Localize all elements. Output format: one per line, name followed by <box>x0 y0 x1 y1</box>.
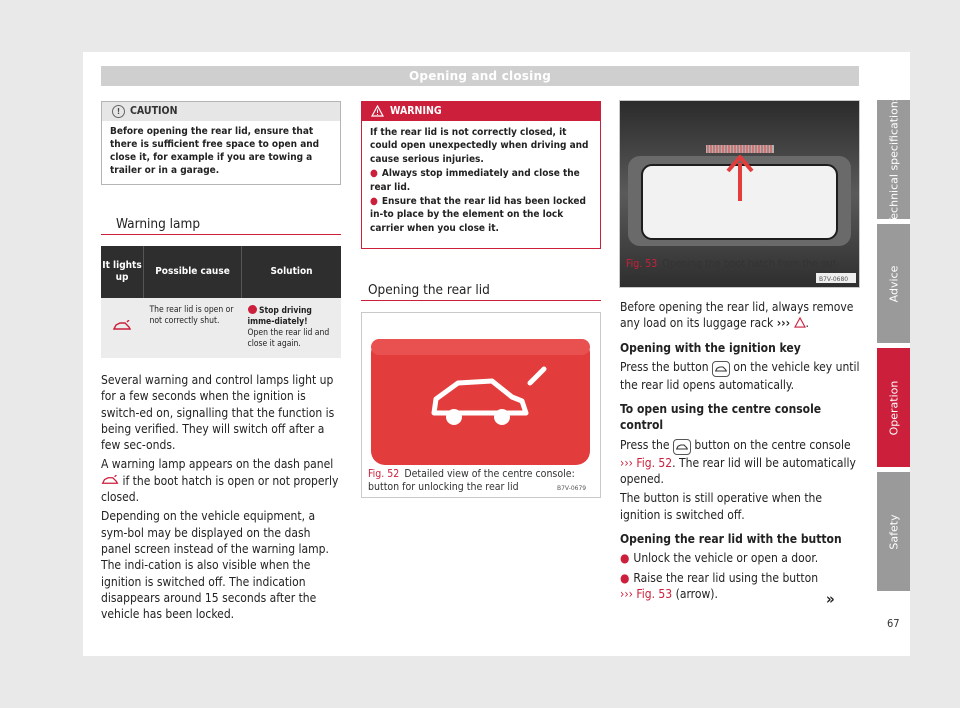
figure-label: Fig. 53 <box>626 258 658 270</box>
heading-rule <box>361 300 601 301</box>
figure-code: B7V-0679 <box>557 485 587 492</box>
page-number: 67 <box>887 617 900 630</box>
warning-lamp-text <box>101 372 343 625</box>
step-text: Raise the rear lid using the button <box>633 570 819 585</box>
rear-lid-inline-icon <box>101 475 119 486</box>
paragraph: Depending on the vehicle equipment, a sym-bol may be displayed on the dash panel screen instead of the warning lamp. The indi-cation is also visible when the ignition is switched off. The indication disappears around 15 seconds after the vehicle has been locked. <box>101 509 329 622</box>
warning-label: WARNING <box>390 105 442 117</box>
key-rear-lid-button-icon <box>712 361 730 377</box>
warning-box <box>361 101 601 249</box>
heading-rule <box>101 234 341 235</box>
page-header: Opening and closing <box>101 66 859 86</box>
warning-triangle-icon <box>371 105 384 117</box>
console-text: . The rear lid will be automatically opened. <box>620 455 856 487</box>
caption-text: Opening the boot hatch from the out-side <box>626 258 840 283</box>
console-text: button on the centre console <box>694 437 851 452</box>
fig52-ref-link[interactable]: ››› Fig. 52 <box>620 455 673 470</box>
figure-code: B7V-0680 <box>819 276 849 283</box>
figure-52-caption <box>368 468 596 494</box>
caution-box <box>101 101 341 185</box>
continue-marker: » <box>826 590 835 608</box>
warning-lamp-table <box>101 246 341 358</box>
table-header-cause: Possible cause <box>144 246 242 298</box>
paragraph: if the boot hatch is open or not properly closed. <box>101 473 339 505</box>
paragraph: A warning lamp appears on the dash panel <box>101 457 334 472</box>
console-rear-lid-button-icon <box>673 439 691 455</box>
tab-safety[interactable]: Safety <box>877 472 910 591</box>
warning-lamp-heading: Warning lamp <box>116 216 201 232</box>
ignition-text: on the vehicle key until the rear lid opens automatically. <box>620 359 860 392</box>
subheading-ignition: Opening with the ignition key <box>620 340 801 355</box>
table-cell-cause: The rear lid is open or not correctly shut. <box>144 298 242 358</box>
console-text: Press the <box>620 437 670 452</box>
figure-label: Fig. 52 <box>368 468 400 480</box>
table-cell-solution: Open the rear lid and close it again. <box>247 328 330 349</box>
right-column-text: Before opening the rear lid, always remove any load on its luggage rack ››› . Opening with the ignition key Press the button on the vehicle key until the rear lid opens automatically. To open using the centre console control Press the button on the centre console ››› Fig. 52. The rear lid will be automatically opened. The button is still operative when the ignition is switched off. Opening the rear lid with the button ● Unlock the vehicle or open a door. ● Raise the rear lid using the button ››› Fig. 53 (arrow). <box>620 299 862 605</box>
table-row <box>101 298 341 358</box>
subheading-button: Opening the rear lid with the button <box>620 531 842 546</box>
bullet-icon: ● <box>620 551 630 566</box>
subheading-console: To open using the centre console control <box>620 402 822 433</box>
tab-advice[interactable]: Advice <box>877 224 910 343</box>
table-cell-solution-bold: Stop driving imme-diately! <box>247 306 312 327</box>
figure-53-caption <box>626 258 856 284</box>
opening-heading: Opening the rear lid <box>368 282 490 298</box>
still-operative-text: The button is still operative when the ignition is switched off. <box>620 491 823 522</box>
warning-bullet: Ensure that the rear lid has been locked in-to place by the element on the lock carrier when you close it. <box>370 196 586 234</box>
warning-triangle-icon <box>794 317 806 328</box>
bullet-icon: ● <box>370 168 378 180</box>
step-text: (arrow). <box>675 586 718 601</box>
ignition-text: Press the button <box>620 359 709 374</box>
caption-text: Detailed view of the centre console: button for unlocking the rear lid <box>368 468 575 493</box>
warning-bullet: Always stop immediately and close the rear lid. <box>370 168 580 193</box>
table-header-lights: It lights up <box>101 246 144 298</box>
bullet-icon: ● <box>370 196 378 208</box>
tab-technical-specifications[interactable]: Technical specifications <box>877 100 910 219</box>
fig53-ref-link[interactable]: ››› Fig. 53 <box>620 586 673 601</box>
step-text: Unlock the vehicle or open a door. <box>633 551 819 566</box>
caution-text: Before opening the rear lid, ensure that there is sufficient free space to open and close it, for example if you are towing a trailer or in a garage. <box>110 126 320 176</box>
caution-icon: ! <box>112 105 125 118</box>
stop-icon <box>248 305 257 314</box>
table-header-solution: Solution <box>242 246 342 298</box>
bullet-icon: ● <box>620 570 630 585</box>
paragraph: Several warning and control lamps light up for a few seconds when the ignition is switch-ed on, signalling that the function is being verified. They will switch off after a few sec-onds. <box>101 373 335 453</box>
caution-label: CAUTION <box>130 105 178 117</box>
rear-lid-warning-icon <box>113 320 131 332</box>
warning-intro: If the rear lid is not correctly closed, it could open unexpectedly when driving and cause serious injuries. <box>370 127 589 165</box>
tab-operation[interactable]: Operation <box>877 348 910 467</box>
intro-text: Before opening the rear lid, always remove any load on its luggage rack <box>620 300 854 331</box>
intro-ref-link[interactable]: ››› <box>776 316 791 331</box>
